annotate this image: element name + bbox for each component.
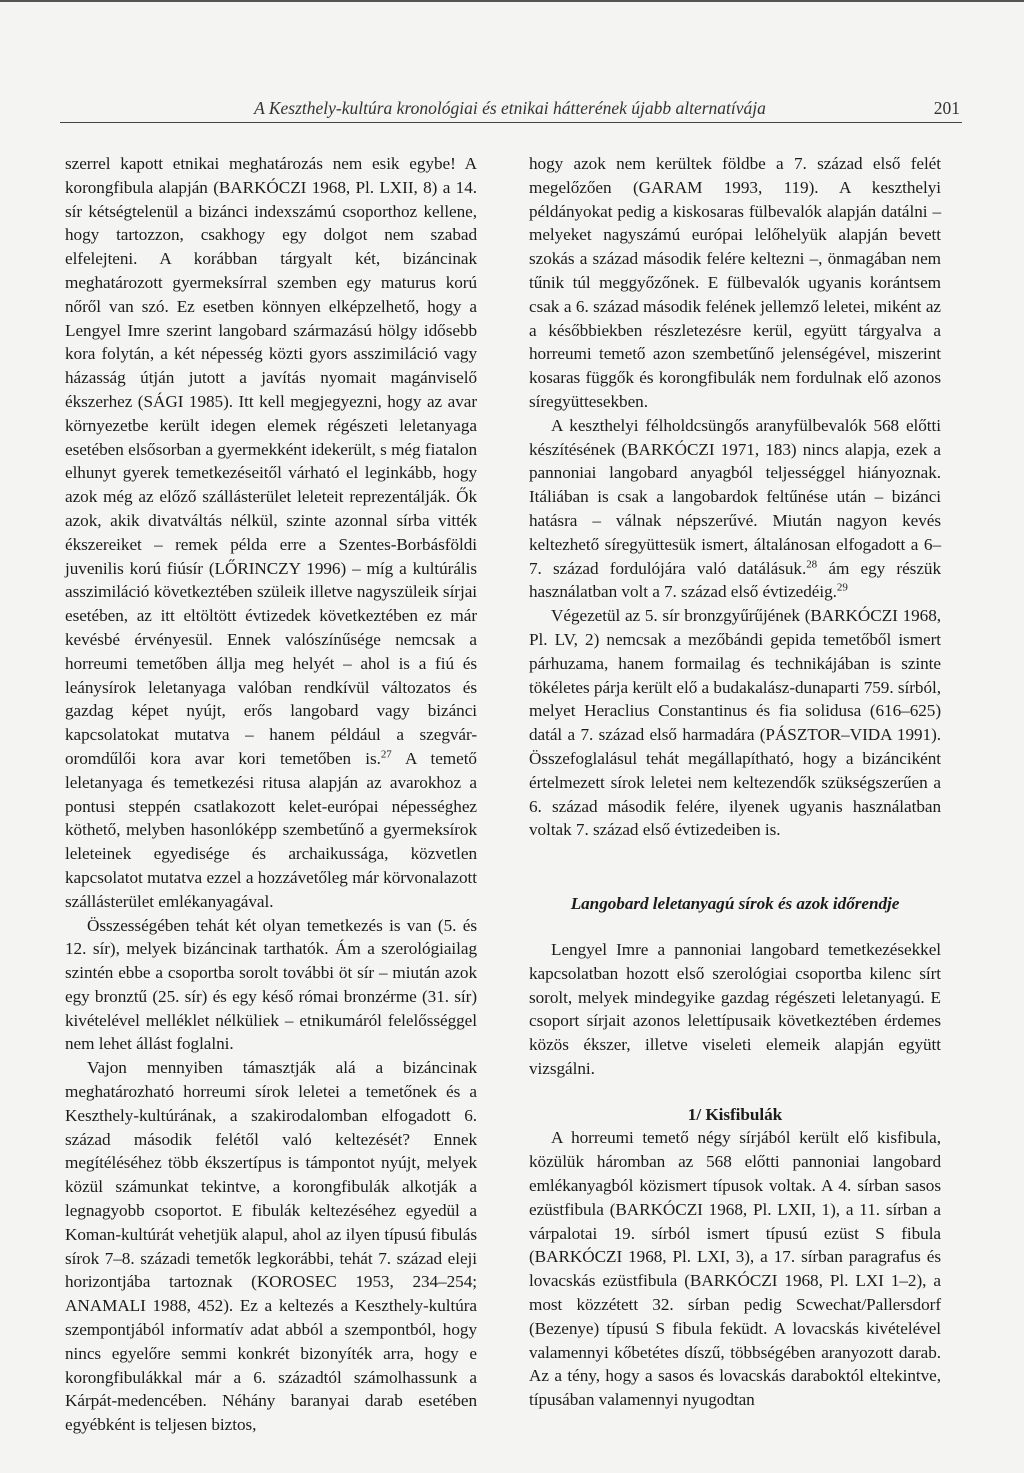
paragraph: Végezetül az 5. sír bronzgyűrűjének (BARKÓCZI 1968, Pl. LV, 2) nemcsak a mezőbándi gepida temetőből ismert párhuzama, hanem formailag és technikájában is szinte tökéletes párja került elő a budakalász-dunaparti 759. sírból, melyet Heraclius Constantinus és fia solidusa (616–625) datál a 7. század első harmadára (PÁSZTOR–VIDA 1991). Összefoglalásul tehát megállapítható, hogy a bizánciként értelmezett sírok leletei nem keltezendők szükségszerűen a 6. század második felére, ilyenek ugyanis használatban voltak 7. század első évtizedeiben is. <box>529 606 941 840</box>
header-rule <box>60 122 962 123</box>
footnote-ref: 29 <box>836 581 848 594</box>
subheading: 1/ Kisfibulák <box>687 1104 783 1124</box>
paragraph: A horreumi temető négy sírjából került elő kisfibula, közülük háromban az 568 előtti pannoniai langobard emlékanyagból közismert típusok voltak. A 4. sírban sasos ezüstfibula (BARKÓCZI 1968, Pl. LXII, 1), a 11. sírban a várpalotai 19. sírból ismert típusú ezüst S fibula (BARKÓCZI 1968, Pl. LXI, 3), a 17. sírban paragrafus és lovacskás ezüstfibula (BARKÓCZI 1968, Pl. LXI 1–2), a most közzétett 32. sírban pedig Scwechat/Pallersdorf (Bezenye) típusú S fibula feküdt. A lovacskás kivételével valamennyi kőbetétes díszű, többségében aranyozott darab. Az a tény, hogy a sasos és lovacskás daraboktól eltekintve, típusában valamennyi nyugodtan <box>529 1128 941 1410</box>
paragraph <box>65 152 477 914</box>
running-header <box>60 98 960 122</box>
footnote-ref: 27 <box>380 748 392 761</box>
page-number: 201 <box>933 98 960 118</box>
left-column <box>65 152 477 1435</box>
paragraph-text: A temető leletanyaga és temetkezési ritusa alapján az avarokhoz a pontusi steppén csatlakozott kelet-európai népességhez köthető, melyben hasonlóképp szembetűnő a gyermeksírok leleteinek egyedisége és archaikussága, közvetlen kapcsolatot mutatva ezzel a hozzávetőleg már körvonalazott szállásterület emlékanyagával. <box>65 748 477 911</box>
section-title: Langobard leletanyagú sírok és azok időrendje <box>570 894 900 914</box>
top-border-line <box>0 0 1024 2</box>
paragraph <box>529 414 941 604</box>
running-title: A Keszthely-kultúra kronológiai és etnikai hátterének újabb alternatívája <box>254 98 766 118</box>
paragraph-text: szerrel kapott etnikai meghatározás nem esik egybe! A korongfibula alapján (BARKÓCZI 1968, Pl. LXII, 8) a 14. sír kétségtelenül a bizánci indexszámú csoporthoz kellene, hogy tartozzon, csakhogy egy dolgot nem szabad elfelejteni. A korábban tárgyalt két, bizáncinak meghatározott gyermeksírral szemben egy maturus korú nőről van szó. Ez esetben könnyen elképzelhető, hogy a Lengyel Imre szerint langobard származású hölgy idősebb kora folytán, a két népesség közti gyors asszimiláció vagy házasság útján jutott a javítás nyomait magánviselő ékszerhez (SÁGI 1985). Itt kell megjegyezni, hogy az avar környezetbe került idegen elemek régészeti leletanyaga esetében elsősorban a gyermekként idekerült, s még fiatalon elhunyt gyerek temetkezéseitől várható el leginkább, hogy azok még az előző szállásterület leleteit reprezentálják. Ők azok, akik divatváltás nélkül, szinte azonnal sírba vitték ékszereiket – remek példa erre a Szentes-Borbásföldi juvenilis korú fiúsír (LŐRINCZY 1996) – míg a kultúrális asszimiláció következtében szüleik illetve nagyszüleik sírjai esetében, az itt eltöltött évtizedek következtében ez már kevésbé érvényesül. Ennek valószínűsége nemcsak a horreumi temetőben állja meg helyét – ahol is a fiú és leánysírok leletanyaga valóban rendkívül változatos és gazdag képet nyújt, erős langobard vagy bizánci kapcsolatokat mutatva – hanem például a szegvár-oromdűlői kora avar kori temetőben is. <box>65 154 477 768</box>
paragraph-text: A keszthelyi félholdcsüngős aranyfülbevalók 568 előtti készítésének (BARKÓCZI 1971, 183) nincs alapja, ezek a pannoniai langobard anyagból teljességgel hiányoznak. Itáliában is csak a langobardok feltűnése után – bizánci hatásra – válnak népszerűvé. Miután nagyon kevés keltezhető síregyüttesük ismert, általánosan elfogadott a 6–7. század fordulójára való datálásuk. <box>529 415 941 578</box>
paragraph: Összességében tehát két olyan temetkezés is van (5. és 12. sír), melyek bizáncinak tarthatók. Ám a szerológiailag szintén ebbe a csoportba sorolt további öt sír – miután azok egy bronztű (25. sír) és egy késő római bronzérme (31. sír) kivételével melléklet nélküliek – etnikumáról felelősséggel nem lehet állást foglalni. <box>65 915 477 1054</box>
paragraph: Lengyel Imre a pannoniai langobard temetkezésekkel kapcsolatban hozott első szerológiai csoportba kilenc sírt sorolt, melyek mindegyike gazdag régészeti leletanyagú. E csoport sírjait azonos lelettípusaik következtében érdemes közös ékszer, illetve viseleti elemeik alapján együtt vizsgálni. <box>529 939 941 1078</box>
paragraph-text: ám egy részük használatban volt a 7. század első évtizedéig. <box>529 558 941 602</box>
right-column <box>529 152 941 1410</box>
paragraph: hogy azok nem kerültek földbe a 7. század első felét megelőzően (GARAM 1993, 119). A keszthelyi példányokat pedig a kiskosaras fülbevalók alapján datálni – melyeket nagyszámú európai lelőhelyük alapján bevett szokás a század második felére keltezni –, önmagában nem tűnik túl meggyőzőnek. E fülbevalók ugyanis korántsem csak a 6. század második felének jellemző leletei, miként az a későbbiekben részletezésre kerül, együtt tárgyalva a horreumi temető azon szembetűnő jelenségével, miszerint kosaras függők és korongfibulák nem fordulnak elő azonos síregyüttesekben. <box>529 154 941 411</box>
footnote-ref: 28 <box>806 557 818 570</box>
paragraph: Vajon mennyiben támasztják alá a bizáncinak meghatározható horreumi sírok leletei a temetőnek és a Keszthely-kultúrának, a szakirodalomban elfogadott 6. század második felétől való keltezését? Ennek megítéléséhez több ékszertípus is támpontot nyújt, melyek közül számunkat tekintve, a korongfibulák alkotják a legnagyobb csoportot. E fibulák keltezéséhez egyedül a Koman-kultúrát vehetjük alapul, ahol az ilyen típusú fibulás sírok 7–8. századi temetők legkorábbi, tehát 7. század eleji horizontjába tartoznak (KOROSEC 1953, 234–254; ANAMALI 1988, 452). Ez a keltezés a Keszthely-kultúra szempontjából informatív adat abból a szempontból, hogy nincs egyelőre semmi konkrét bizonyíték arra, hogy e korongfibulákkal már a 6. századtól számolhassunk a Kárpát-medencében. Néhány baranyai darab esetében egyébként is teljesen biztos, <box>65 1058 477 1435</box>
